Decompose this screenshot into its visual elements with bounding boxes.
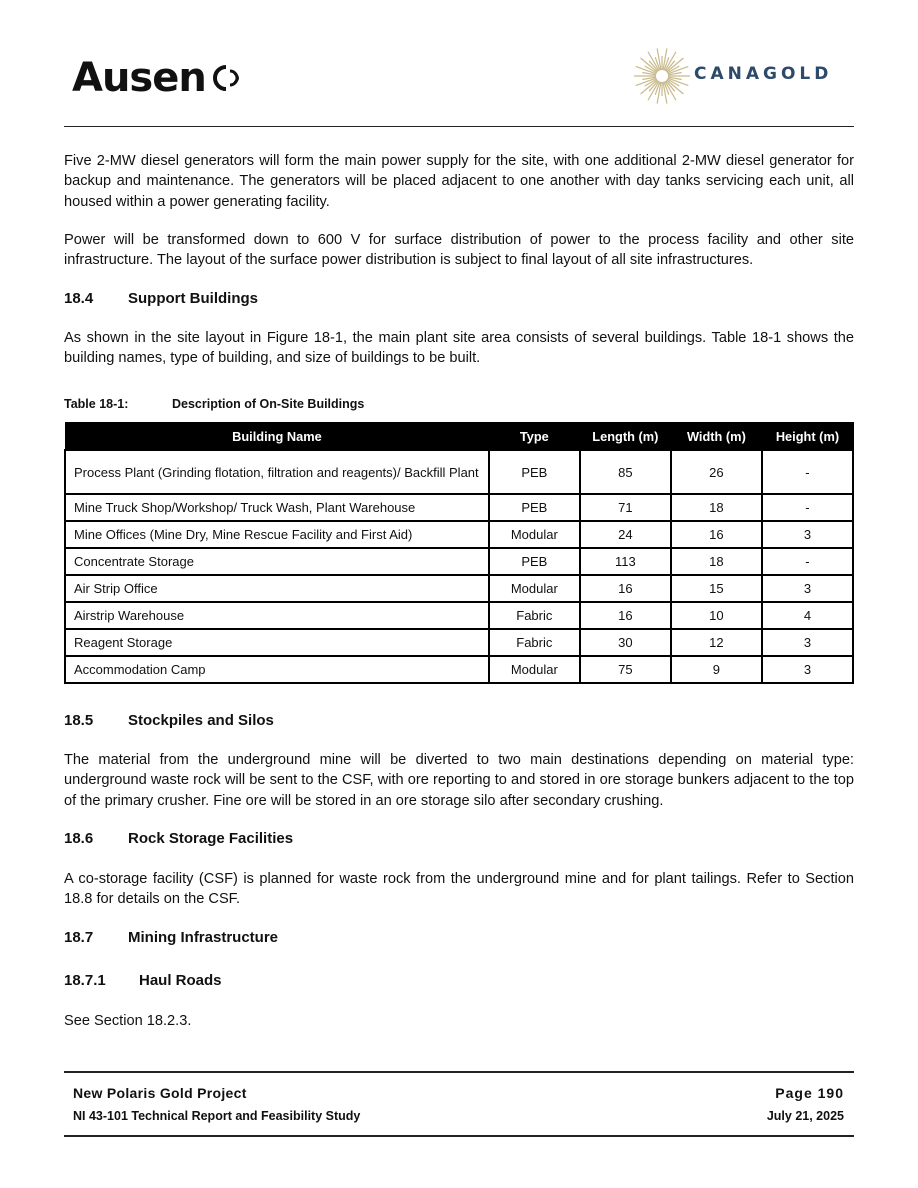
table-number: Table 18-1: <box>64 397 129 411</box>
cell-width: 18 <box>671 548 762 575</box>
paragraph-haul-roads: See Section 18.2.3. <box>64 1013 192 1029</box>
section-number: 18.4 <box>64 290 94 307</box>
cell-width: 16 <box>671 521 762 548</box>
ausenco-logo-text: Ausen <box>72 55 206 101</box>
cell-length: 24 <box>580 521 671 548</box>
sunburst-ray <box>641 80 658 94</box>
ausenco-swirl-icon <box>206 60 244 90</box>
cell-type: Modular <box>489 521 580 548</box>
table-row <box>65 494 853 521</box>
table-row <box>65 656 853 683</box>
header-building-name: Building Name <box>65 423 489 451</box>
cell-height: 3 <box>762 521 853 548</box>
cell-building-name: Airstrip Warehouse <box>65 602 489 629</box>
paragraph-support-buildings: As shown in the site layout in Figure 18-1, the main plant site area consists of several buildings. Table 18-1 shows the building names, type of building, and size of buildings to be built. <box>64 330 854 367</box>
sunburst-ray <box>641 58 658 72</box>
section-number: 18.7.1 <box>64 972 106 989</box>
section-number: 18.5 <box>64 712 94 729</box>
cell-building-name: Reagent Storage <box>65 629 489 656</box>
cell-width: 9 <box>671 656 762 683</box>
table-row <box>65 521 853 548</box>
sunburst-ray <box>667 80 684 94</box>
footer-rule-top <box>64 1071 854 1073</box>
cell-type: Modular <box>489 656 580 683</box>
cell-height: 3 <box>762 629 853 656</box>
sunburst-icon <box>632 44 692 108</box>
cell-building-name: Accommodation Camp <box>65 656 489 683</box>
cell-type: Fabric <box>489 629 580 656</box>
header-length: Length (m) <box>580 423 671 451</box>
header-type: Type <box>489 423 580 451</box>
table-header-row <box>65 423 853 451</box>
cell-building-name: Process Plant (Grinding flotation, filtration and reagents)/ Backfill Plant <box>65 450 489 494</box>
paragraph-stockpiles: The material from the underground mine will be diverted to two main destinations depending on material type: underground waste rock will be sent to the CSF, with ore reporting to and stored in ore storage bunkers adjacent to the top of the primary crusher. Fine ore will be stored in an ore storage silo after secondary crushing. <box>64 752 854 809</box>
paragraph-generators: Five 2-MW diesel generators will form the main power supply for the site, with one additional 2-MW diesel generator for backup and maintenance. The generators will be placed adjacent to one another with day tanks servicing each unit, all housed within a power generating facility. <box>64 153 854 210</box>
cell-building-name: Mine Truck Shop/Workshop/ Truck Wash, Plant Warehouse <box>65 494 489 521</box>
cell-length: 75 <box>580 656 671 683</box>
cell-width: 12 <box>671 629 762 656</box>
cell-building-name: Concentrate Storage <box>65 548 489 575</box>
header-width: Width (m) <box>671 423 762 451</box>
header-rule <box>64 126 854 127</box>
footer-report: NI 43-101 Technical Report and Feasibility Study <box>73 1109 361 1123</box>
cell-height: 3 <box>762 656 853 683</box>
footer-project: New Polaris Gold Project <box>73 1085 247 1101</box>
footer-rule-bottom <box>64 1135 854 1137</box>
table-row <box>65 548 853 575</box>
cell-width: 18 <box>671 494 762 521</box>
section-heading-18-4 <box>64 290 258 307</box>
cell-length: 85 <box>580 450 671 494</box>
cell-length: 71 <box>580 494 671 521</box>
cell-height: - <box>762 494 853 521</box>
cell-width: 26 <box>671 450 762 494</box>
cell-length: 113 <box>580 548 671 575</box>
section-title: Mining Infrastructure <box>128 929 279 946</box>
cell-height: 4 <box>762 602 853 629</box>
table-title: Description of On-Site Buildings <box>172 397 365 411</box>
ausenco-logo <box>72 55 244 101</box>
cell-type: Fabric <box>489 602 580 629</box>
canagold-logo-text: CANAGOLD <box>694 64 833 84</box>
section-title: Haul Roads <box>139 972 222 989</box>
section-title: Rock Storage Facilities <box>128 830 294 847</box>
cell-length: 16 <box>580 602 671 629</box>
cell-type: PEB <box>489 450 580 494</box>
section-heading-18-7-1 <box>64 972 222 989</box>
header-height: Height (m) <box>762 423 853 451</box>
footer-page-number: Page 190 <box>775 1085 844 1101</box>
table-row <box>65 575 853 602</box>
section-title: Support Buildings <box>128 290 258 307</box>
table-row <box>65 629 853 656</box>
table-row <box>65 450 853 494</box>
cell-width: 10 <box>671 602 762 629</box>
cell-length: 16 <box>580 575 671 602</box>
canagold-logo <box>632 44 852 108</box>
cell-height: - <box>762 450 853 494</box>
buildings-table <box>64 422 854 684</box>
section-heading-18-6 <box>64 830 293 847</box>
cell-type: Modular <box>489 575 580 602</box>
section-number: 18.7 <box>64 929 94 946</box>
section-heading-18-5 <box>64 712 274 729</box>
cell-height: - <box>762 548 853 575</box>
section-heading-18-7 <box>64 929 278 946</box>
sunburst-ray <box>667 58 684 72</box>
cell-height: 3 <box>762 575 853 602</box>
cell-length: 30 <box>580 629 671 656</box>
table-row <box>65 602 853 629</box>
section-number: 18.6 <box>64 830 94 847</box>
cell-building-name: Mine Offices (Mine Dry, Mine Rescue Facility and First Aid) <box>65 521 489 548</box>
paragraph-power-distribution: Power will be transformed down to 600 V for surface distribution of power to the process facility and other site infrastructure. The layout of the surface power distribution is subject to final layout of all site infrastructures. <box>64 232 854 269</box>
cell-type: PEB <box>489 494 580 521</box>
footer-date: July 21, 2025 <box>766 1109 844 1123</box>
cell-building-name: Air Strip Office <box>65 575 489 602</box>
paragraph-rock-storage: A co-storage facility (CSF) is planned for waste rock from the underground mine and for plant tailings. Refer to Section 18.8 for details on the CSF. <box>64 871 854 908</box>
cell-type: PEB <box>489 548 580 575</box>
section-title: Stockpiles and Silos <box>128 712 274 729</box>
table-caption <box>64 397 364 411</box>
cell-width: 15 <box>671 575 762 602</box>
